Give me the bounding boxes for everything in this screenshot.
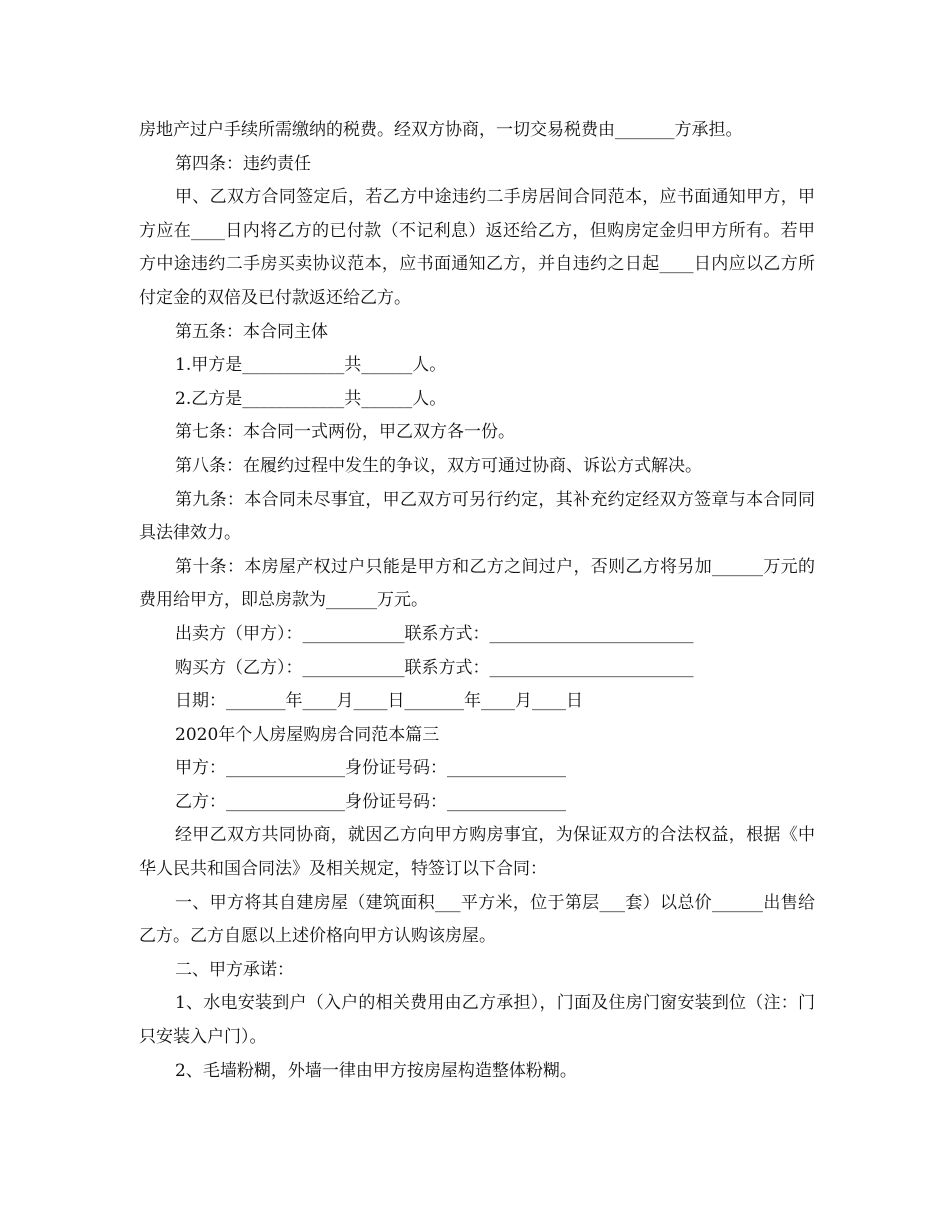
- paragraph-17: 经甲乙双方共同协商，就因乙方向甲方购房事宜，为保证双方的合法权益，根据《中华人民共和国合同法》及相关规定，特签订以下合同：: [139, 825, 815, 880]
- paragraph-3: 甲、乙双方合同签定后，若乙方中途违约二手房居间合同范本，应书面通知甲方，甲方应在____日内将乙方的已付款（不记利息）返还给乙方，但购房定金归甲方所有。若甲方中途违约二手房买卖协议范本，应书面通知乙方，并自违约之日起____日内应以乙方所付定金的双倍及已付款返还给乙方。: [139, 187, 815, 308]
- paragraph-4: 第五条：本合同主体: [175, 321, 328, 342]
- paragraph-11: 出卖方（甲方）：____________联系方式：________________________: [175, 623, 694, 644]
- paragraph-15: 甲方：______________身份证号码：______________: [175, 758, 566, 779]
- paragraph-12: 购买方（乙方）：____________联系方式：________________________: [175, 657, 694, 678]
- paragraph-8: 第八条：在履约过程中发生的争议，双方可通过协商、诉讼方式解决。: [175, 455, 702, 476]
- document-body: [139, 114, 815, 1088]
- paragraph-2: 第四条：违约责任: [175, 153, 311, 174]
- paragraph-21: 2、毛墙粉糊，外墙一律由甲方按房屋构造整体粉糊。: [175, 1060, 577, 1081]
- paragraph-14: 2020年个人房屋购房合同范本篇三: [175, 724, 440, 745]
- paragraph-19: 二、甲方承诺：: [175, 959, 294, 980]
- paragraph-5: 1.甲方是____________共______人。: [175, 355, 447, 376]
- paragraph-20: 1、水电安装到户（入户的相关费用由乙方承担），门面及住房门窗安装到位（注：门只安装入户门）。: [139, 993, 815, 1048]
- paragraph-6: 2.乙方是____________共______人。: [175, 388, 447, 409]
- paragraph-18: 一、甲方将其自建房屋（建筑面积___平方米，位于第层___套）以总价______出售给乙方。乙方自愿以上述价格向甲方认购该房屋。: [139, 892, 815, 947]
- paragraph-1: 房地产过户手续所需缴纳的税费。经双方协商，一切交易税费由_______方承担。: [139, 120, 743, 140]
- paragraph-7: 第七条：本合同一式两份，甲乙双方各一份。: [175, 422, 515, 443]
- paragraph-13: 日期：_______年____月____日_______年____月____日: [175, 691, 583, 712]
- paragraph-16: 乙方：______________身份证号码：______________: [175, 791, 566, 812]
- paragraph-9: 第九条：本合同未尽事宜，甲乙双方可另行约定，其补充约定经双方签章与本合同同具法律效力。: [139, 489, 815, 544]
- paragraph-10: 第十条：本房屋产权过户只能是甲方和乙方之间过户，否则乙方将另加______万元的费用给甲方，即总房款为______万元。: [139, 556, 815, 611]
